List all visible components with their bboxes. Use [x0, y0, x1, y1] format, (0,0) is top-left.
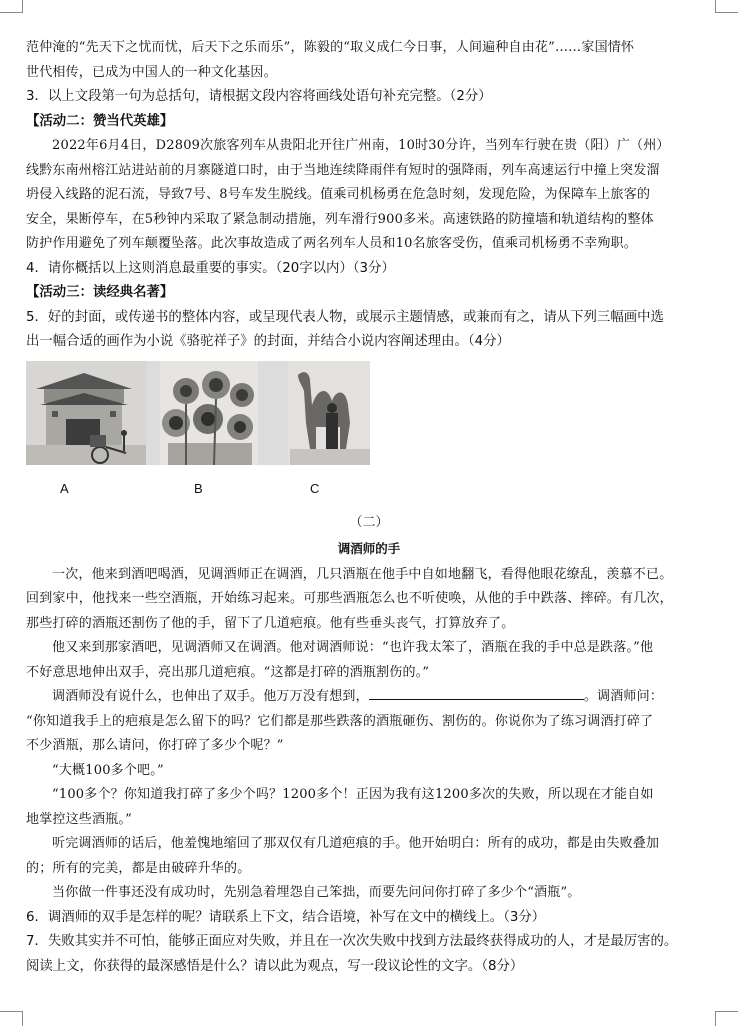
story-line: “大概100多个吧。” [52, 762, 164, 778]
crop-mark-bottom-left [0, 1011, 23, 1026]
news-line: 线黔东南州榕江站进站前的月寨隧道口时，由于当地连续降雨伴有短时的强降雨，列车高速运行中撞上突发溜 [26, 162, 660, 178]
news-paragraph [26, 134, 712, 257]
crop-mark-bottom-right [715, 1011, 738, 1026]
cover-pictures-strip [26, 361, 370, 465]
news-line: 安全，果断停车，在5秒钟内采取了紧急制动措施，列车滑行900多米。高速铁路的防撞墙和轨道结构的整体 [26, 211, 654, 227]
picture-b-label: B [194, 480, 203, 496]
question-5-line-1: 5．好的封面，或传递书的整体内容，或呈现代表人物，或展示主题情感，或兼而有之，请从下列三幅画中选 [26, 309, 664, 325]
picture-c-camel [288, 361, 370, 465]
section-2-heading: （二） [349, 514, 389, 530]
question-7-line-2: 阅读上文，你获得的最深感悟是什么？请以此为观点，写一段议论性的文字。（8分） [26, 958, 524, 974]
story-line: 地掌控这些酒瓶。” [26, 811, 132, 827]
story-line: 那些打碎的酒瓶还割伤了他的手，留下了几道疤痕。他有些垂头丧气，打算放弃了。 [26, 615, 515, 631]
story-line: 的；所有的完美，都是由破碎升华的。 [26, 860, 251, 876]
crop-mark-top-left [0, 0, 23, 13]
question-6: 6．调酒师的双手是怎样的呢？请联系上下文，结合语境，补写在文中的横线上。（3分） [26, 909, 546, 925]
story-title: 调酒师的手 [337, 540, 401, 556]
story-line: 回到家中，他找来一些空酒瓶，开始练习起来。可那些酒瓶怎么也不听使唤，从他的手中跌落、摔碎。有几次， [26, 591, 673, 606]
cover-pictures-image [26, 361, 370, 465]
picture-c-label: C [310, 480, 320, 496]
cover-options [26, 361, 712, 511]
story-body [26, 563, 712, 906]
story-text: 调酒师没有说什么，也伸出了双手。他万万没有想到， [52, 689, 369, 704]
activity-3-heading: 【活动三：读经典名著】 [26, 285, 174, 300]
story-line: 当你做一件事还没有成功时，先别急着埋怨自己笨拙，而要先问问你打碎了多少个“酒瓶”。 [52, 885, 581, 900]
question-4: 4．请你概括以上这则消息最重要的事实。（20字以内）（3分） [26, 260, 395, 276]
page-content [26, 36, 712, 979]
story-line: “100多个？你知道我打碎了多少个吗？1200多个！正因为我有这1200多次的失败，所以现在才能自如 [52, 787, 654, 802]
story-line: 不好意思地伸出双手，亮出那几道疤痕。“这都是打碎的酒瓶割伤的。” [26, 664, 430, 680]
question-5-line-2: 出一幅合适的画作为小说《骆驼祥子》的封面，并结合小说内容阐述理由。（4分） [26, 334, 510, 349]
news-line: 防护作用避免了列车颠覆坠落。此次事故造成了两名列车人员和10名旅客受伤，值乘司机杨勇不幸殉职。 [26, 236, 637, 251]
story-line: “你知道我手上的疤痕是怎么留下的吗？它们都是那些跌落的酒瓶砸伤、割伤的。你说你为了练习调酒打碎了 [26, 713, 654, 729]
news-line: 2022年6月4日，D2809次旅客列车从贵阳北开往广州南，10时30分许，当列车行驶在贵（阳）广（州） [52, 138, 670, 153]
activity-2-heading: 【活动二：赞当代英雄】 [26, 113, 174, 129]
picture-b-sunflowers [160, 361, 258, 465]
story-line: 他又来到那家酒吧，见调酒师又在调酒。他对调酒师说：“也许我太笨了，酒瓶在我的手中总是跌落。”他 [52, 640, 654, 655]
story-text: 。调酒师问： [583, 689, 664, 704]
picture-a-label: A [60, 480, 69, 496]
intro-line-1: 范仲淹的“先天下之忧而忧，后天下之乐而乐”，陈毅的“取义成仁今日事，人间遍种自由花”……家国情怀 [26, 40, 635, 55]
question-3: 3．以上文段第一句为总括句，请根据文段内容将画线处语句补充完整。（2分） [26, 89, 492, 104]
story-line-with-blank [26, 685, 712, 710]
story-line: 不少酒瓶，那么请问，你打碎了多少个呢？” [26, 738, 284, 753]
story-line: 听完调酒师的话后，他羞愧地缩回了那双仅有几道疤痕的手。他开始明白：所有的成功，都是由失败叠加 [52, 836, 660, 851]
story-line: 一次，他来到酒吧喝酒，见调酒师正在调酒，几只酒瓶在他手中自如地翻飞，看得他眼花缭乱，羡慕不已。 [52, 566, 673, 582]
answer-blank-line[interactable] [369, 687, 584, 700]
picture-a-gate [26, 361, 146, 465]
question-7-line-1: 7．失败其实并不可怕，能够正面应对失败，并且在一次次失败中找到方法最终获得成功的人，才是最厉害的。 [26, 934, 678, 949]
news-line: 坍侵入线路的泥石流，导致7号、8号车发生脱线。值乘司机杨勇在危急时刻，发现危险，为保障车上旅客的 [26, 187, 651, 202]
crop-mark-top-right [715, 0, 738, 13]
intro-line-2: 世代相传，已成为中国人的一种文化基因。 [26, 64, 277, 80]
